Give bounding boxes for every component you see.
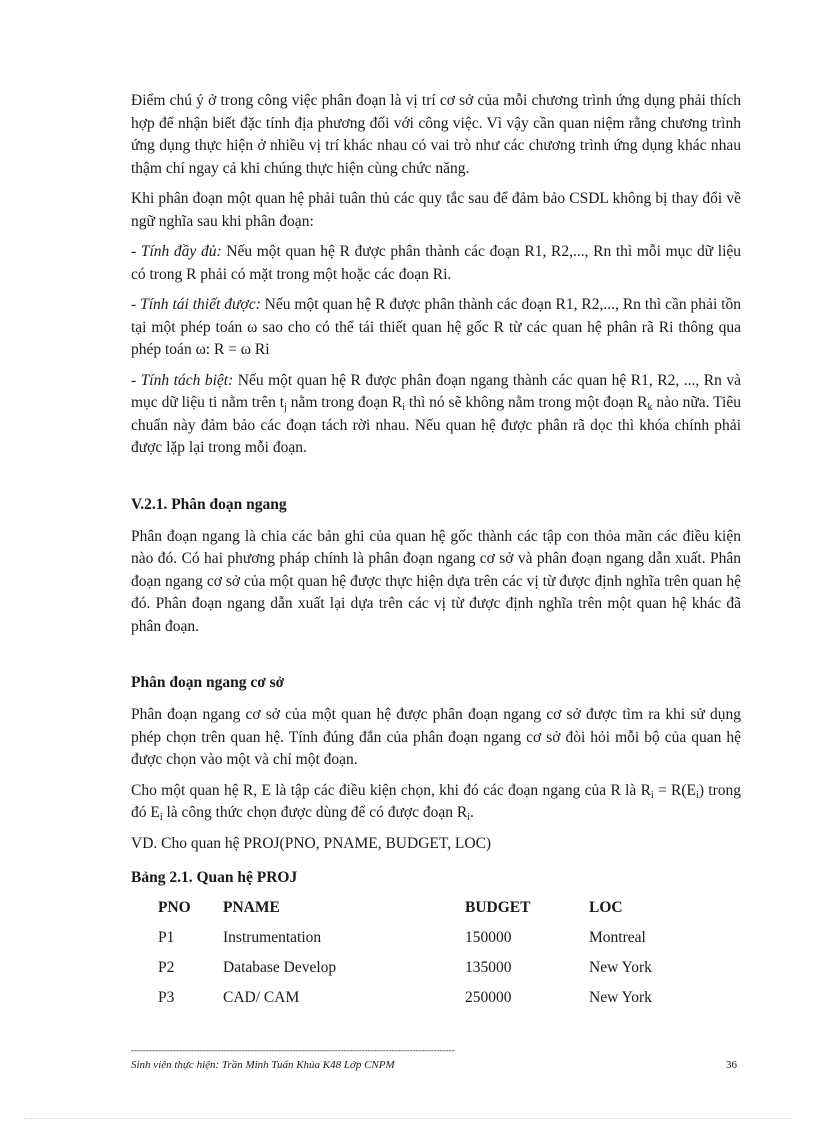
table-header-cell: BUDGET [465, 898, 531, 916]
subscript: i [467, 812, 470, 823]
table-header-cell: PNO [158, 898, 191, 916]
subscript: i [402, 402, 406, 413]
table-row [158, 923, 699, 953]
text-run: ) trong đó E [131, 781, 741, 821]
rule-dash: - [131, 296, 141, 313]
table-cell: New York [589, 988, 652, 1006]
table-cell: New York [589, 958, 652, 976]
paragraph-fragment-definition [131, 780, 741, 825]
subscript: j [284, 402, 287, 413]
table-cell: P2 [158, 958, 175, 976]
text-run: Cho một quan hệ R, E là tập các điều kiện chọn, khi đó các đoạn ngang của R là R [131, 781, 651, 799]
table-cell: Instrumentation [223, 928, 322, 946]
table-header-cell: PNAME [223, 898, 280, 916]
table-row [158, 983, 699, 1013]
rule-text: Nếu một quan hệ R được phân thành các đoạn R1, R2,..., Rn thì mỗi mục dữ liệu có trong R phải có mặt trong một hoặc các đoạn Ri. [131, 243, 742, 283]
table-cell: 135000 [465, 958, 512, 976]
rule-completeness [131, 241, 741, 286]
table-cell: 150000 [465, 928, 512, 946]
subscript: i [696, 789, 699, 801]
footer-author: Sinh viên thực hiện: Trần Minh Tuấn Khúa K48 Lớp CNPM [131, 1059, 395, 1071]
rule-text: Nếu một quan hệ R được phân đoạn ngang thành các quan hệ R1, R2, ..., Rn và mục dữ liệu ti nằm trên t [131, 371, 741, 411]
rule-term: Tính tái thiết được: [140, 296, 261, 313]
table-cell: 250000 [465, 988, 512, 1006]
text-run: = R(E [653, 781, 697, 799]
page-bottom-divider [24, 1118, 792, 1119]
paragraph-primary-fragmentation: Phân đoạn ngang cơ sở của một quan hệ được phân đoạn ngang cơ sở được tìm ra khi sử dụng phép chọn trên quan hệ. Tính đúng đắn của phân đoạn ngang cơ sở đòi hỏi mỗi bộ của quan hệ được chọn vào một và chỉ một đoạn. [131, 706, 741, 768]
rule-disjointness [131, 370, 741, 460]
paragraph-rules-intro: Khi phân đoạn một quan hệ phải tuân thủ các quy tắc sau để đảm bảo CSDL không bị thay đổi về ngữ nghĩa sau khi phân đoạn: [131, 190, 741, 230]
paragraph-example: VD. Cho quan hệ PROJ(PNO, PNAME, BUDGET, LOC) [131, 834, 492, 852]
section-heading: V.2.1. Phân đoạn ngang [131, 495, 287, 513]
subscript: i [159, 812, 163, 823]
table-header-row [158, 893, 699, 923]
rule-dash: - [131, 371, 141, 389]
table-cell: Database Develop [223, 958, 337, 976]
subsection-heading: Phân đoạn ngang cơ sở [131, 674, 285, 691]
page-content [131, 90, 741, 1013]
rule-text: Nếu một quan hệ R được phân thành các đoạn R1, R2,..., Rn thì cần phải tồn tại một phép toán ω sao cho có thể tái thiết quan hệ gốc R từ các quan hệ phân rã Ri thông qua phép toán ω: R = ω Ri [131, 296, 741, 358]
text-run: là công thức chọn được dùng để có được đoạn R [162, 804, 468, 821]
footer-rule: ------------------------------------------------------------------------------------------------------------ [131, 1045, 455, 1055]
rule-text: thì nó sẽ không nằm trong một đoạn R [405, 394, 648, 411]
rule-term: Tính đầy đủ: [140, 243, 222, 260]
text-run: . [470, 804, 474, 821]
rule-term: Tính tách biệt: [140, 371, 234, 389]
proj-table [158, 893, 699, 1013]
paragraph-horizontal-fragmentation: Phân đoạn ngang là chia các bản ghi của quan hệ gốc thành các tập con thỏa mãn các điều kiện nào đó. Có hai phương pháp chính là phân đoạn ngang cơ sở và phân đoạn ngang dẫn xuất. Phân đoạn ngang cơ sở của một quan hệ được thực hiện dựa trên các vị từ được định nghĩa trên quan hệ đó. Phân đoạn ngang dẫn xuất lại dựa trên các vị từ được định nghĩa trên một quan hệ khác đã phân đoạn. [131, 527, 741, 635]
rule-text: nào nữa. Tiêu chuẩn này đảm bảo các đoạn tách rời nhau. Nếu quan hệ được phân rã dọc thì khóa chính phải được lặp lại trong mỗi đoạn. [131, 394, 741, 456]
subscript: k [647, 402, 653, 413]
page-number: 36 [726, 1059, 737, 1071]
paragraph-intro: Điểm chú ý ở trong công việc phân đoạn là vị trí cơ sở của mỗi chương trình ứng dụng phải thích hợp để nhận biết đặc tính địa phương đối với công việc. Vì vậy cần quan niệm rằng chương trình ứng dụng thực hiện ở nhiều vị trí khác nhau có vai trò như các chương trình ứng dụng khác nhau thậm chí ngay cả khi chúng thực hiện cùng chức năng. [131, 92, 741, 177]
table-row [158, 953, 699, 983]
table-header-cell: LOC [589, 898, 623, 916]
subscript: i [650, 789, 654, 801]
rule-reconstruction [131, 294, 741, 362]
table-cell: CAD/ CAM [223, 988, 300, 1006]
rule-text: nằm trong đoạn R [286, 394, 403, 411]
rule-dash: - [131, 243, 141, 260]
table-cell: P1 [158, 928, 175, 946]
page-footer [131, 1045, 741, 1071]
table-cell: Montreal [589, 928, 646, 946]
table-caption: Bảng 2.1. Quan hệ PROJ [131, 869, 298, 886]
table-cell: P3 [158, 988, 175, 1006]
